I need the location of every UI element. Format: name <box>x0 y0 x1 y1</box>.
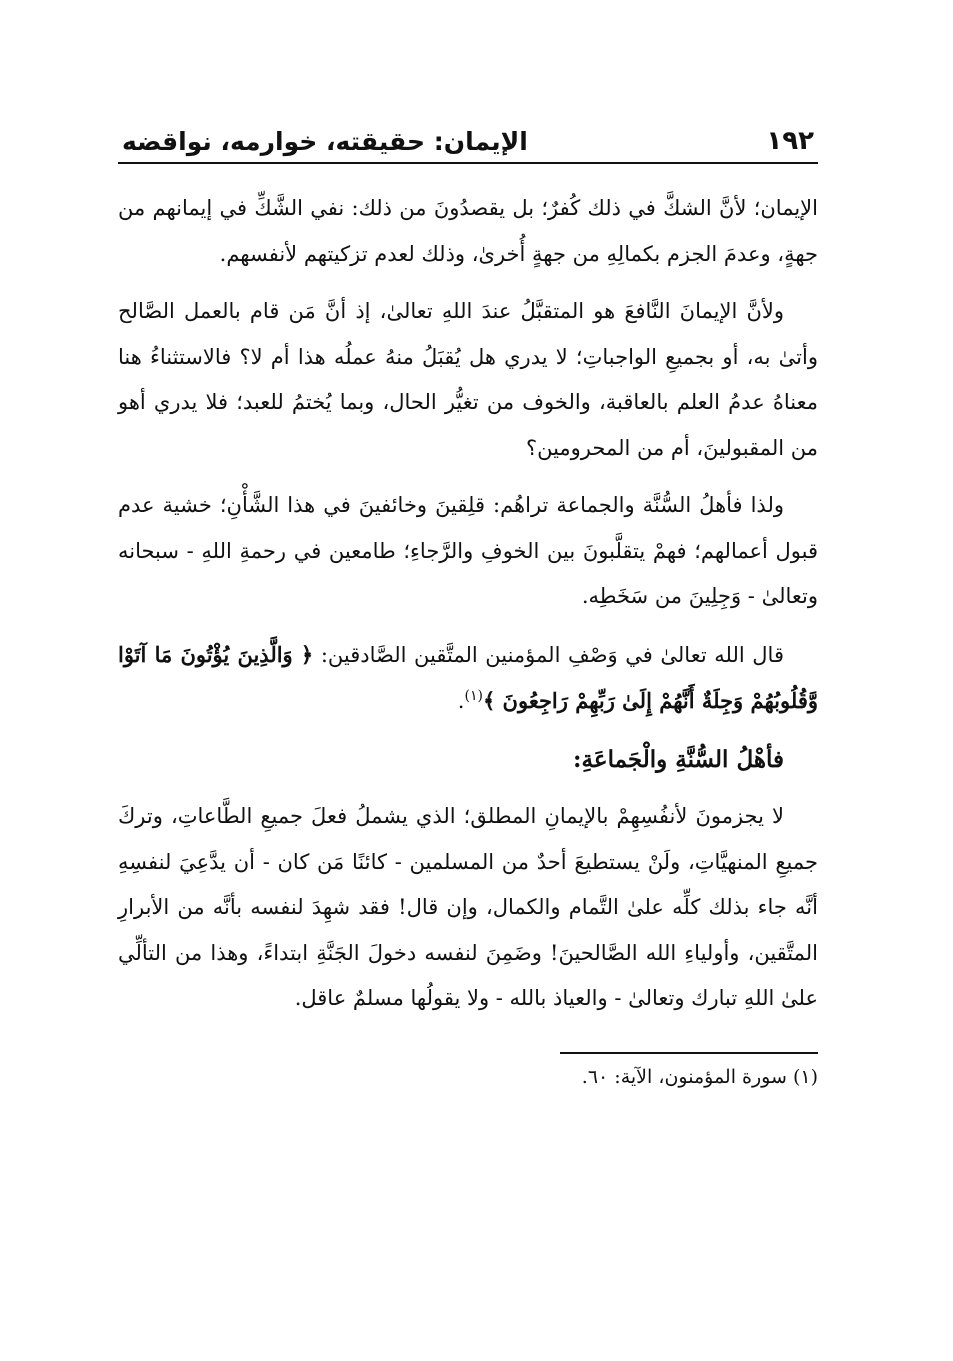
paragraph-3: ولذا فأهلُ السُّنَّة والجماعة تراهُم: قلِقينَ وخائفينَ في هذا الشَّأْنِ؛ خشية عدم قبول أعمالهم؛ فهمْ يتقلَّبونَ بين الخوفِ والرَّجاءِ؛ طامعين في رحمةِ اللهِ - سبحانه وتعالىٰ - وَجِلِينَ من سَخَطِه. <box>118 493 818 608</box>
quran-verse: ﴿ وَالَّذِينَ يُؤْتُونَ مَا آتَوْا وَّقُلُوبُهُمْ وَجِلَةٌ أَنَّهُمْ إِلَىٰ رَبِّهِمْ رَاجِعُونَ ﴾ <box>118 641 818 713</box>
footnote-divider <box>560 1052 818 1054</box>
section-subheading: فأهْلُ السُّنَّةِ والْجَماعَةِ: <box>573 745 784 773</box>
verse-end: . <box>457 689 465 713</box>
document-page <box>118 112 818 1092</box>
paragraph-5: لا يجزمونَ لأنفُسِهِمْ بالإيمانِ المطلق؛ الذي يشملُ فعلَ جميعِ الطَّاعاتِ، وتركَ جميعِ المنهيَّاتِ، ولَنْ يستطيعَ أحدٌ من المسلمين - كائنًا مَن كان - أن يدَّعِيَ لنفسِهِ أنَّه جاء بذلك كلِّه علىٰ التَّمام والكمال، وإن قال! فقد شهِدَ لنفسه بأنَّه من الأبرارِ المتَّقين، وأولياءِ الله الصَّالحينَ! وضَمِنَ لنفسه دخولَ الجَنَّةِ ابتداءً، وهذا من التألِّي علىٰ اللهِ تبارك وتعالىٰ - والعياذ بالله - ولا يقولُها مسلمٌ عاقل. <box>118 804 818 1010</box>
body-text <box>118 186 818 1022</box>
paragraph-1: الإيمان؛ لأنَّ الشكَّ في ذلك كُفرٌ؛ بل يقصدُونَ من ذلك: نفي الشَّكِّ في إيمانهم من جهةٍ، وعدمَ الجزم بكمالِهِ من جهةٍ أُخرىٰ، وذلك لعدم تزكيتهم لأنفسهم. <box>118 196 818 266</box>
footnote-reference: (١) <box>464 688 483 704</box>
paragraph-4 <box>118 632 818 725</box>
book-title: الإيمان: حقيقته، خوارمه، نواقضه <box>122 127 528 156</box>
running-header <box>118 112 818 164</box>
verse-intro: قال الله تعالىٰ في وَصْفِ المؤمنين المتَّقين الصَّادقين: <box>313 642 784 667</box>
footnote-1: (١) سورة المؤمنون، الآية: ٦٠. <box>581 1065 818 1088</box>
paragraph-2: ولأنَّ الإيمانَ النَّافعَ هو المتقبَّلُ عندَ اللهِ تعالىٰ، إذ أنَّ مَن قام بالعمل الصَّالح وأتىٰ به، أو بجميعِ الواجباتِ؛ لا يدري هل يُقبَلُ منهُ عملُه هذا أم لا؟ فالاستثناءُ هنا معناهُ عدمُ العلم بالعاقبة، والخوف من تغيُّر الحال، وبما يُختمُ للعبد؛ فلا يدري أهو من المقبولينَ، أم من المحرومين؟ <box>118 299 818 460</box>
page-number: ١٩٢ <box>766 126 814 156</box>
